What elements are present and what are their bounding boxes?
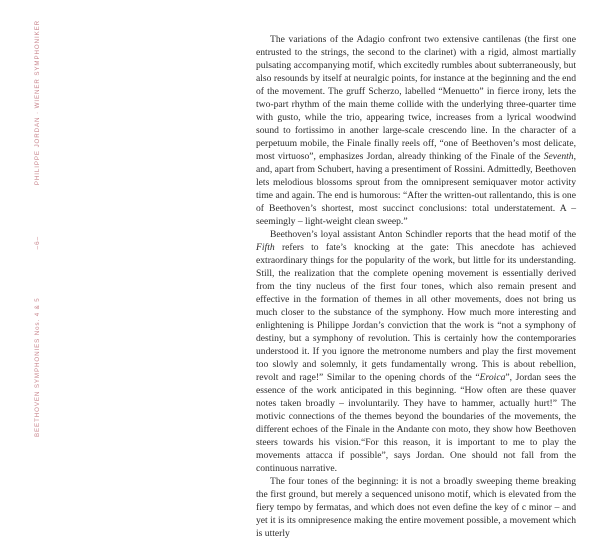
body-text [256,33,576,540]
paragraph: The four tones of the beginning: it is not a broadly sweeping theme breaking the first ground, but merely a sequenced unisono motif, which is elevated from the fiery tempo by fermatas, and which does not even define the key of c minor – and yet it is its omnipresence making the entire movement possible, a movement which is utterly [256,476,576,539]
page-number: –6– [34,236,41,250]
running-head [34,0,46,450]
running-head-work: BEETHOVEN SYMPHONIES Nos. 4 & 5 [34,297,41,437]
paragraph: The variations of the Adagio confront two extensive cantilenas (the first one entrusted to the strings, the second to the clarinet) with a rigid, almost martially pulsating accompanying motif, which excitedly rumbles about subterraneously, but also resounds by itself at neuralgic points, for instance at the beginning and the end of the movement. The gruff Scherzo, labelled “Menuetto” in fierce irony, lets the two-part rhythm of the main theme collide with the underlying three-quarter time with gusto, while the trio, appearing twice, increases from a lyrical woodwind sound to fortissimo in another large-scale crescendo line. In the character of a perpetuum mobile, the Finale finally reels off, “one of Beethoven’s most delicate, most virtuoso”, emphasizes Jordan, already thinking of the Finale of the Seventh, and, apart from Schubert, having a presentiment of Rossini. Admittedly, Beethoven lets melodious blossoms sprout from the omnipresent semiquaver motor activity time and again. The end is humorous: “After the written-out rallentando, this is one of Beethoven’s shortest, most succinct conclusions: total understatement. A – seemingly – light-weight clean sweep.” [256,34,576,227]
running-head-title: PHILIPPE JORDAN · WIENER SYMPHONIKER [34,20,41,186]
paragraph: Beethoven’s loyal assistant Anton Schindler reports that the head motif of the Fifth refers to fate’s knocking at the gate: This anecdote has achieved extraordinary things for the popularity of the work, but little for its understanding. Still, the realization that the complete opening movement is essentially derived from the tiny nucleus of the first four tones, which also remain present and effective in the formation of themes in all other movements, does not bring us much closer to the substance of the symphony. How much more interesting and enlightening is Philippe Jordan’s conviction that the work is “not a symphony of destiny, but a symphony of revolution. This is certainly how the contemporaries understood it. If you ignore the metronome numbers and play the first movement too slowly and solemnly, it gets fundamentally wrong. This is about rebellion, revolt and rage!” Similar to the opening chords of the “Eroica”, Jordan sees the essence of the work anticipated in this beginning. “How often are these quaver notes taken broadly – involuntarily. They have to hammer, actually hurt!” The motivic connections of the themes beyond the boundaries of the movements, the different echoes of the Finale in the Andante con moto, they show how Beethoven steers towards his vision.“For this reason, it is important to me to play the movements attacca if possible”, says Jordan. One should not fall from the continuous narrative. [256,229,576,474]
